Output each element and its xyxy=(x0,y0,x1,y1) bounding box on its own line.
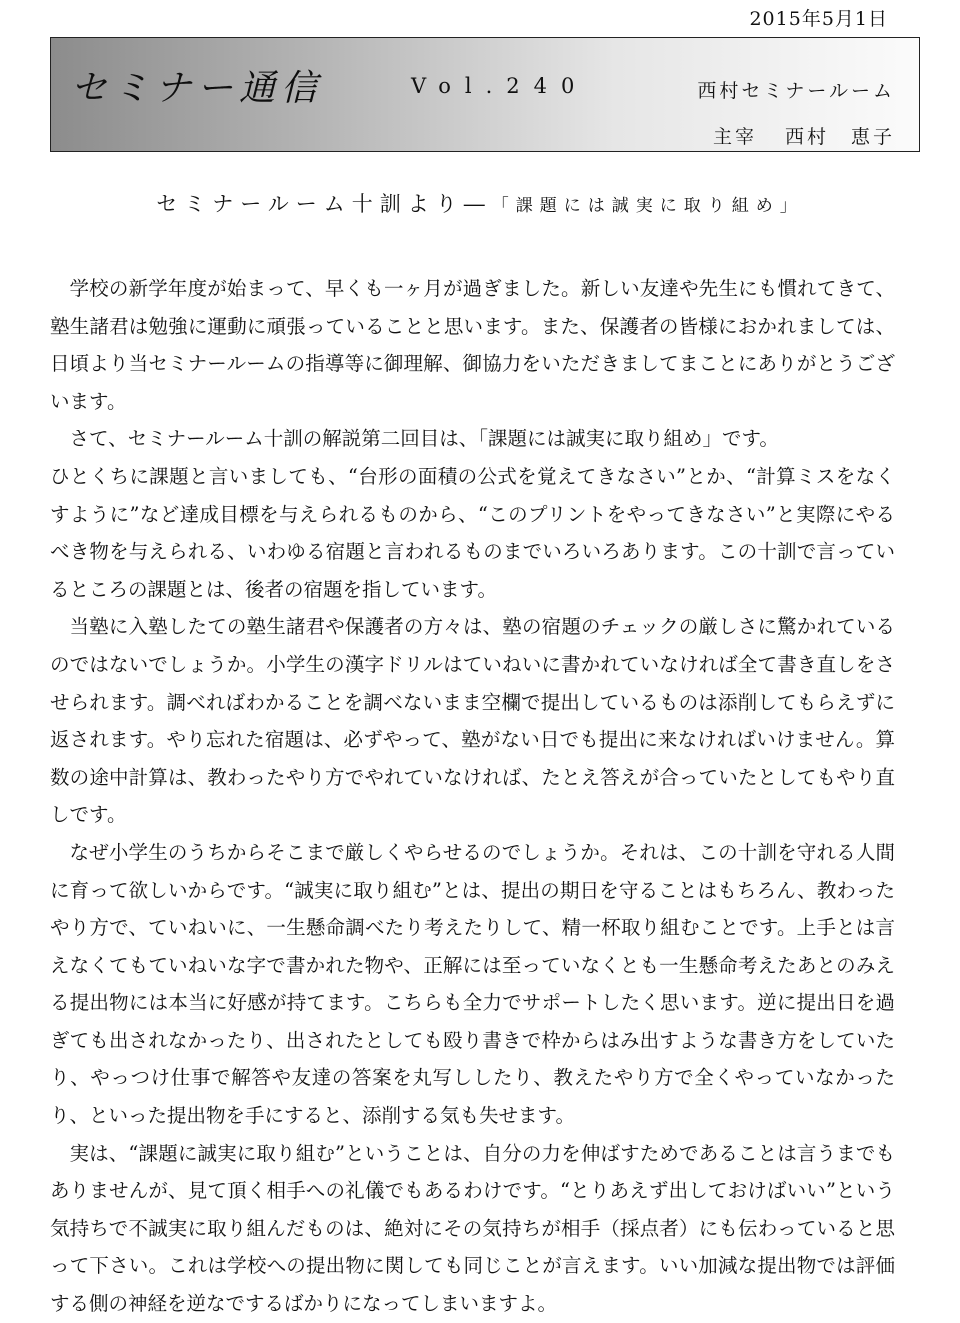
newsletter-header xyxy=(50,37,920,152)
paragraph: さて、セミナールーム十訓の解説第二回目は、「課題には誠実に取り組め」です。 xyxy=(69,427,779,451)
paragraph: なぜ小学生のうちからそこまで厳しくやらせるのでしょうか。それは、この十訓を守れる人間に育って欲しいからです。“誠実に取り組む”とは、提出の期日を守ることはもちろん、教わったやり方で、ていねいに、一生懸命調べたり考えたりして、精一杯取り組むことです。上手とは言えなくてもていねいな字で書かれた物や、正解には至っていなくとも一生懸命考えたあとのみえる提出物には本当に好感が持てます。こちらも全力でサポートしたく思います。逆に提出日を過ぎても出されなかったり、出されたとしても殴り書きで枠からはみ出すような書き方をしていたり、やっつけ仕事で解答や友達の答案を丸写ししたり、教えたやり方で全くやっていなかったり、といった提出物を手にすると、添削する気も失せます。 xyxy=(50,840,895,1128)
issue-date: 2015年5月1日 xyxy=(749,8,888,30)
article-heading xyxy=(0,188,960,218)
paragraph: ひとくちに課題と言いましても、“台形の面積の公式を覚えてきなさい”とか、“計算ミスをなくすように”など達成目標を与えられるものから、“このプリントをやってきなさい”と実際にやるべき物を与えられる、いわゆる宿題と言われるものまでいろいろあります。この十訓で言っているところの課題とは、後者の宿題を指しています。 xyxy=(50,464,895,601)
paragraph: 実は、“課題に誠実に取り組む”ということは、自分の力を伸ばすためであることは言うまでもありませんが、見て頂く相手への礼儀でもあるわけです。“とりあえず出しておけばいい”という気持ちで不誠実に取り組んだものは、絶対にその気持ちが相手（採点者）にも伝わっていると思って下さい。これは学校への提出物に関しても同じことが言えます。いい加減な提出物では評価する側の神経を逆なでするばかりになってしまいますよ。 xyxy=(50,1141,895,1316)
article-heading-main: セミナールーム十訓より― xyxy=(156,192,492,216)
paragraph: 当塾に入塾したての塾生諸君や保護者の方々は、塾の宿題のチェックの厳しさに驚かれているのではないでしょうか。小学生の漢字ドリルはていねいに書かれていなければ全て書き直しをさせられます。調べればわかることを調べないまま空欄で提出しているものは添削してもらえずに返されます。やり忘れた宿題は、必ずやって、塾がない日でも提出に来なければいけません。算数の途中計算は、教わったやり方でやれていなければ、たとえ答えが合っていたとしてもやり直しです。 xyxy=(50,615,895,827)
seminar-room-name: 西村セミナールーム xyxy=(697,80,895,102)
article-body xyxy=(50,270,895,1323)
newsletter-title: セミナー通信 xyxy=(71,68,324,109)
owner-role: 主宰 xyxy=(712,126,757,148)
owner-name: 西村 恵子 xyxy=(784,126,895,148)
paragraph: 学校の新学年度が始まって、早くも一ヶ月が過ぎました。新しい友達や先生にも慣れてきて、塾生諸君は勉強に運動に頑張っていることと思います。また、保護者の皆様におかれましては、日頃より当セミナールームの指導等に御理解、御協力をいただきましてまことにありがとうございます。 xyxy=(50,277,895,413)
volume-number: Vol.240 xyxy=(411,74,589,98)
article-heading-quote: 「課題には誠実に取り組め」 xyxy=(491,196,804,216)
owner-credit xyxy=(713,122,895,149)
